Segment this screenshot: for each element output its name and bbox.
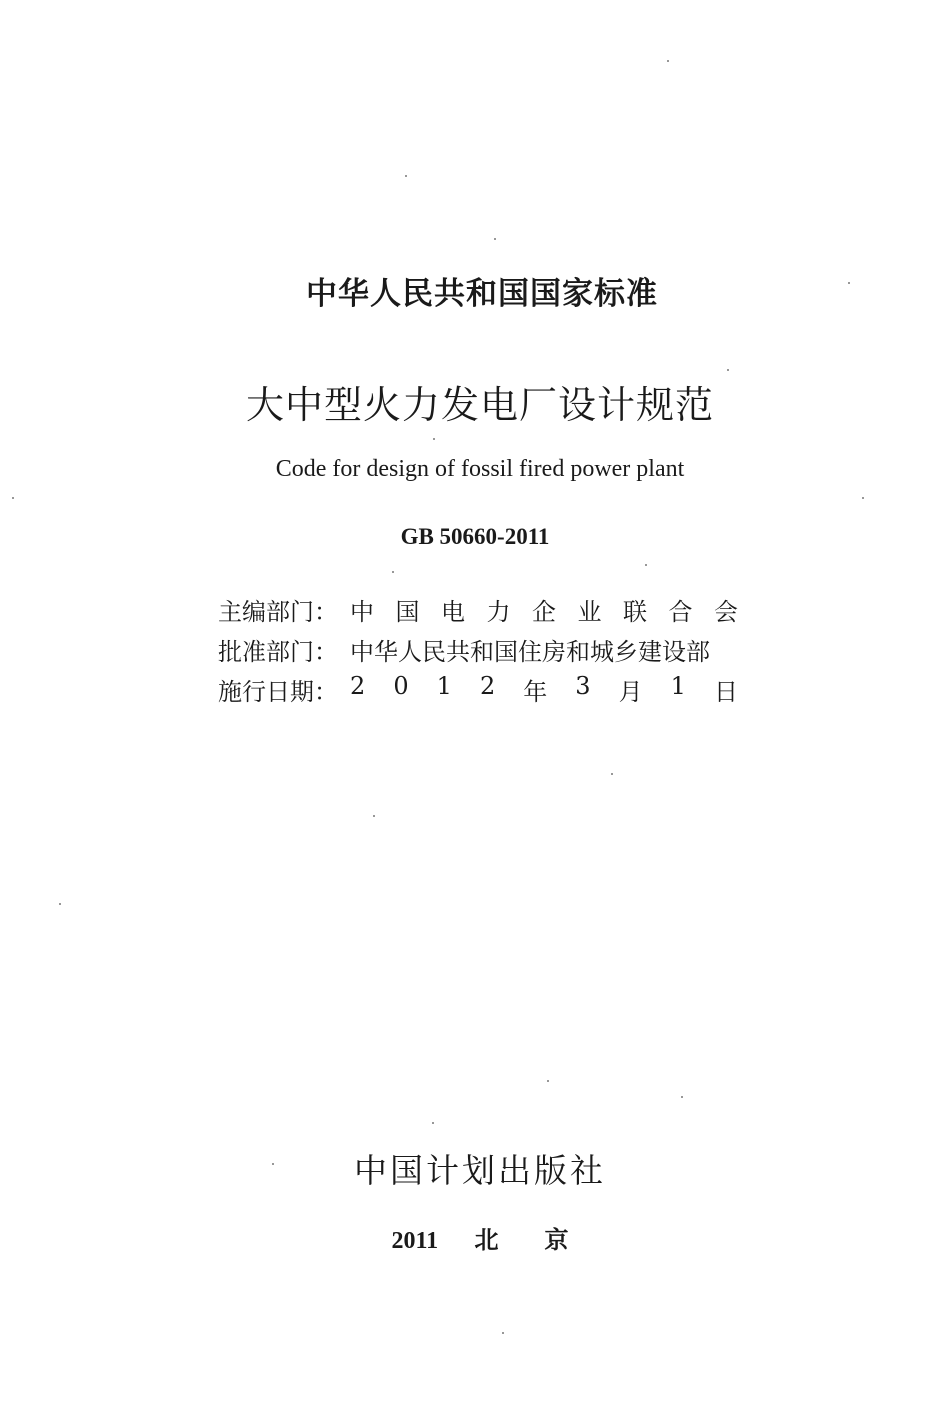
imprint-city-char: 京 [544,1225,569,1254]
scan-speck [727,369,729,371]
date-char: 日 [713,678,738,706]
approver-row [218,632,758,666]
scan-speck [645,564,647,566]
scan-speck [862,497,864,499]
editor-char: 企 [532,598,556,626]
date-char: 1 [436,672,452,700]
imprint-year: 2011 [391,1228,439,1254]
scan-speck [494,238,496,240]
editor-char: 中 [350,598,374,626]
imprint-line [0,1220,950,1255]
publisher-name: 中国计划出版社 [354,1151,606,1190]
scan-speck [12,497,14,499]
scan-speck [611,773,613,775]
scan-speck [373,815,375,817]
imprint-city-char: 北 [474,1225,499,1254]
scan-speck [405,175,407,177]
date-char: 2 [350,672,366,700]
scan-speck [272,1163,274,1165]
date-char: 2 [479,672,496,700]
approver-label: 批准部门： [218,638,338,666]
editor-char: 联 [623,598,647,626]
effective-date-label: 施行日期： [218,678,338,706]
imprint-city [475,1225,569,1254]
scan-speck [848,282,850,284]
editor-char: 电 [441,598,465,626]
effective-date-row [218,672,758,706]
date-char: 3 [575,672,591,700]
scan-speck [681,1096,683,1098]
editor-char: 合 [668,598,693,626]
editor-value [350,592,738,627]
editor-char: 会 [714,598,738,626]
date-char: 年 [523,678,548,706]
editor-char: 业 [577,598,602,626]
editor-label: 主编部门： [218,598,338,626]
approver-value: 中华人民共和国住房和城乡建设部 [350,638,710,666]
scan-speck [667,60,669,62]
standard-code-number: GB 50660-2011 [400,524,550,549]
scan-speck [392,571,394,573]
date-char: 1 [670,672,686,700]
scan-speck [432,1122,434,1124]
document-title-english: Code for design of fossil fired power plant [275,456,685,482]
scan-speck [502,1332,504,1334]
scan-speck [547,1080,549,1082]
date-char: 0 [393,672,409,700]
editor-char: 国 [395,598,420,626]
editor-char: 力 [486,598,511,626]
scan-speck [433,438,435,440]
scan-speck [59,903,61,905]
editor-row [218,592,758,626]
document-title-chinese: 大中型火力发电厂设计规范 [245,383,714,427]
national-standard-heading: 中华人民共和国国家标准 [306,276,658,312]
effective-date-value [350,672,738,707]
date-char: 月 [618,678,643,706]
